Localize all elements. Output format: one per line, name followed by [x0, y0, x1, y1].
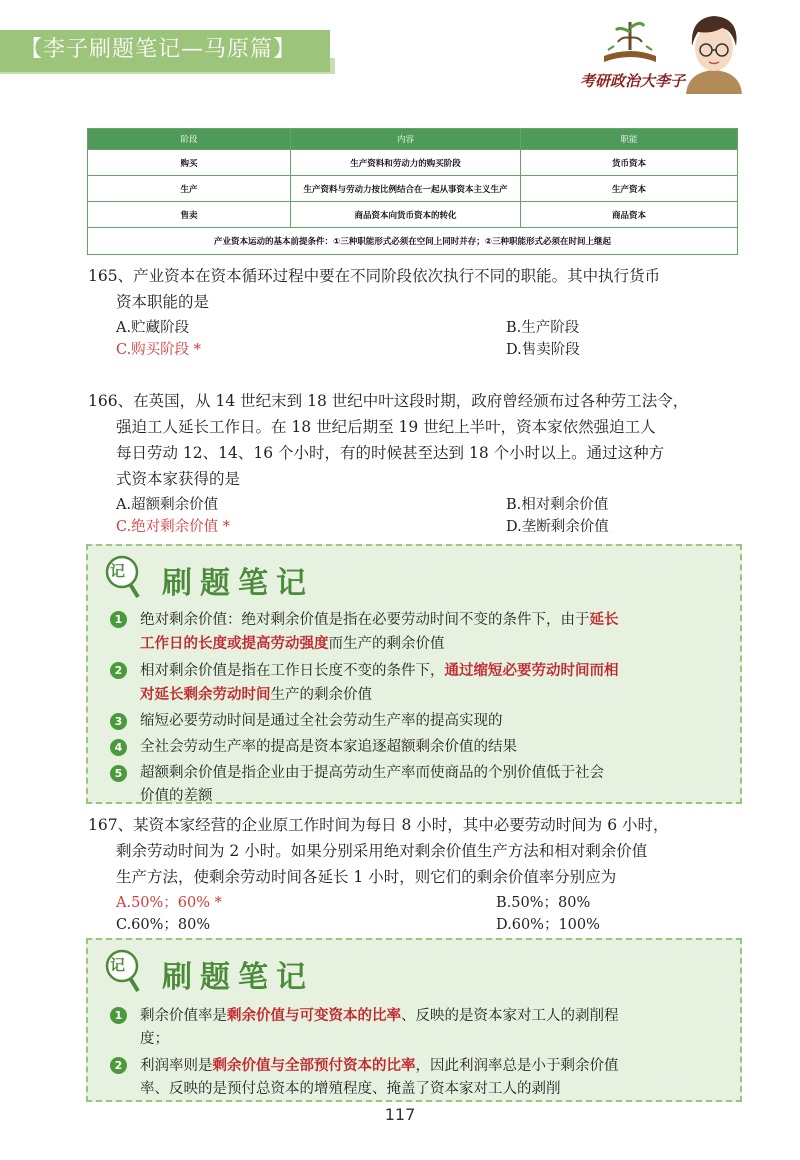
- note-text: 缩短必要劳动时间是通过全社会劳动生产率的提高实现的: [140, 713, 503, 729]
- table-cell: 购买: [88, 150, 291, 176]
- note-heading: 刷题笔记: [162, 566, 314, 601]
- question-text: 生产方法，使剩余劳动时间各延长 1 小时，则它们的剩余价值率分别应为: [116, 868, 617, 886]
- note-text: 率、反映的是预付总资本的增殖程度、掩盖了资本家对工人的剥削: [140, 1081, 561, 1097]
- option-c: C.60%；80%: [116, 917, 211, 933]
- note-highlight: 剩余价值与全部预付资本的比率: [212, 1057, 416, 1074]
- note-highlight: 延长: [589, 611, 619, 628]
- table-cell: 货币资本: [521, 150, 738, 176]
- question-165: [88, 263, 748, 361]
- table-cell: 售卖: [88, 202, 291, 228]
- table-row: [88, 150, 738, 176]
- option-c-answer: C.购买阶段 *: [116, 342, 202, 358]
- note-highlight: 工作日的长度或提高劳动强度: [140, 635, 329, 652]
- table-row: [88, 202, 738, 228]
- note-heading: 刷题笔记: [162, 960, 314, 995]
- note-highlight: 剩余价值与可变资本的比率: [227, 1007, 401, 1024]
- question-text: 每日劳动 12、14、16 个小时，有的时候甚至达到 18 个小时以上。通过这种方: [116, 444, 665, 462]
- option-c-answer: C.绝对剩余价值 *: [116, 519, 231, 535]
- number-badge: 4: [110, 739, 127, 756]
- note-text: 价值的差额: [140, 788, 213, 804]
- table-note-row: [88, 228, 738, 255]
- question-166: [88, 388, 748, 538]
- note-text: 生产的剩余价值: [270, 687, 372, 703]
- note-text: 而生产的剩余价值: [328, 636, 445, 652]
- note-text: 绝对剩余价值：绝对剩余价值是指在必要劳动时间不变的条件下，由于: [140, 612, 590, 628]
- number-badge: 5: [110, 765, 127, 782]
- note-text: 度；: [140, 1031, 169, 1047]
- note-text: 剩余价值率是: [140, 1008, 227, 1024]
- question-text: 166、在英国，从 14 世纪末到 18 世纪中叶这段时期，政府曾经颁布过各种劳工法令，: [88, 392, 689, 410]
- page-number: 117: [384, 1105, 416, 1124]
- option-a: A.贮藏阶段: [116, 320, 190, 336]
- note-icon-label: 记: [110, 956, 126, 974]
- option-a-answer: A.50%；60% *: [116, 895, 222, 911]
- list-item: [110, 762, 726, 808]
- option-d: D.售卖阶段: [506, 342, 580, 358]
- number-badge: 1: [110, 1007, 127, 1024]
- table-header: 职能: [521, 129, 738, 150]
- avatar: [682, 12, 746, 94]
- list-item: [110, 659, 726, 707]
- option-b: B.生产阶段: [506, 320, 580, 336]
- table-note: 产业资本运动的基本前提条件：①三种职能形式必须在空间上同时并存；②三种职能形式必须在时间上继起: [88, 228, 738, 255]
- note-highlight: 对延长剩余劳动时间: [140, 686, 271, 703]
- table-cell: 生产: [88, 176, 291, 202]
- note-highlight: 通过缩短必要劳动时间而相: [444, 662, 619, 679]
- table-cell: 商品资本向货币资本的转化: [291, 202, 521, 228]
- table-header-row: [88, 129, 738, 150]
- number-badge: 1: [110, 611, 127, 628]
- table-cell: 商品资本: [521, 202, 738, 228]
- table-header: 阶段: [88, 129, 291, 150]
- question-text: 167、某资本家经营的企业原工作时间为每日 8 小时，其中必要劳动时间为 6 小时，: [88, 816, 669, 834]
- option-d: D.垄断剩余价值: [506, 519, 609, 535]
- number-badge: 3: [110, 713, 127, 730]
- note-text: 相对剩余价值是指在工作日长度不变的条件下，: [140, 663, 445, 679]
- question-text: 强迫工人延长工作日。在 18 世纪后期至 19 世纪上半叶，资本家依然强迫工人: [116, 418, 656, 436]
- list-item: [110, 1054, 726, 1101]
- note-list: [110, 1004, 726, 1104]
- logo-text: 考研政治大李子: [580, 72, 686, 90]
- table-cell: 生产资料与劳动力按比例结合在一起从事资本主义生产: [291, 176, 521, 202]
- tree-book-logo-icon: [594, 16, 666, 72]
- note-text: 超额剩余价值是指企业由于提高劳动生产率而使商品的个别价值低于社会: [140, 765, 604, 781]
- question-text: 剩余劳动时间为 2 小时。如果分别采用绝对剩余价值生产方法和相对剩余价值: [116, 842, 648, 860]
- question-text: 165、产业资本在资本循环过程中要在不同阶段依次执行不同的职能。其中执行货币: [88, 267, 661, 285]
- header-title: 【李子刷题笔记—马原篇】: [20, 37, 297, 62]
- note-icon-label: 记: [110, 562, 126, 580]
- option-b: B.50%；80%: [496, 895, 591, 911]
- note-text: 利润率则是: [140, 1058, 213, 1074]
- note-list: [110, 608, 726, 811]
- note-text: 、反映的是资本家对工人的剥削程: [401, 1008, 619, 1024]
- table-cell: 生产资本: [521, 176, 738, 202]
- option-b: B.相对剩余价值: [506, 497, 609, 513]
- table-row: [88, 176, 738, 202]
- study-note-box: [86, 544, 742, 804]
- capital-stage-table: [87, 128, 738, 255]
- list-item: [110, 1004, 726, 1051]
- note-text: 全社会劳动生产率的提高是资本家追逐超额剩余价值的结果: [140, 739, 517, 755]
- list-item: [110, 710, 726, 733]
- question-text: 式资本家获得的是: [116, 470, 241, 488]
- option-d: D.60%；100%: [496, 917, 600, 933]
- number-badge: 2: [110, 662, 127, 679]
- question-text: 资本职能的是: [116, 293, 210, 311]
- list-item: [110, 736, 726, 759]
- table-header: 内容: [291, 129, 521, 150]
- table-cell: 生产资料和劳动力的购买阶段: [291, 150, 521, 176]
- note-text: ，因此利润率总是小于剩余价值: [415, 1058, 619, 1074]
- study-note-box: [86, 938, 742, 1102]
- list-item: [110, 608, 726, 656]
- number-badge: 2: [110, 1057, 127, 1074]
- question-167: [88, 812, 748, 936]
- option-a: A.超额剩余价值: [116, 497, 219, 513]
